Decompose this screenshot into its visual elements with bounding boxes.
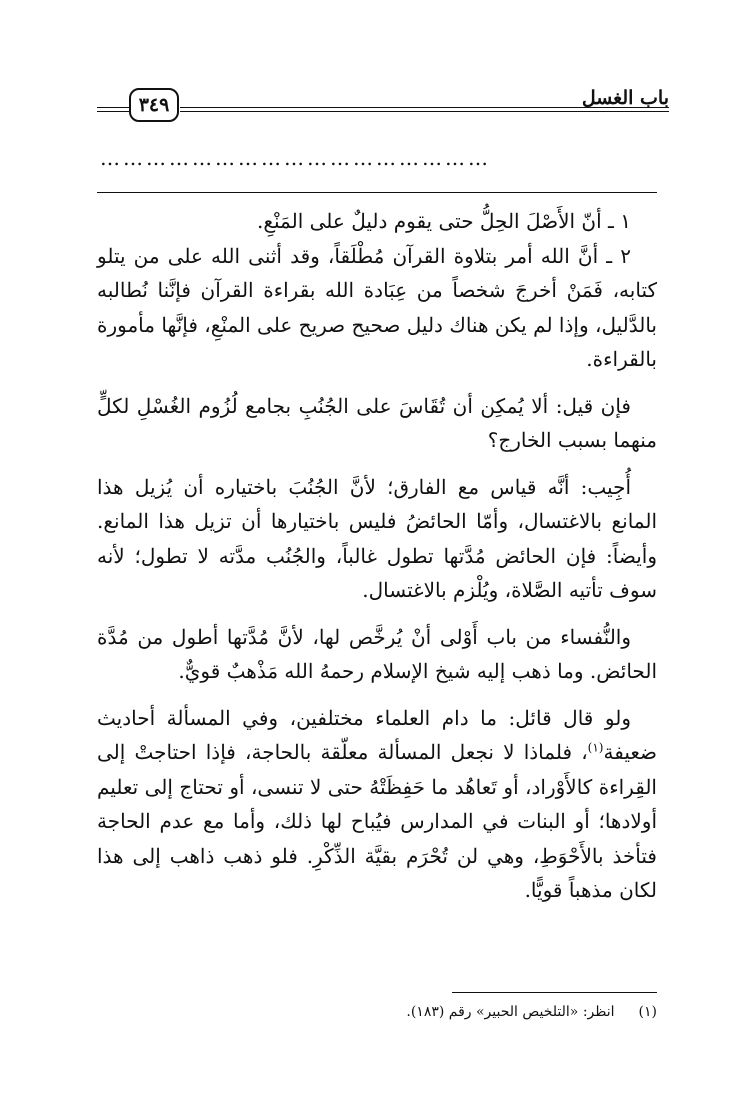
paragraph-3: فإن قيل: ألا يُمكِن أن تُقَاسَ على الجُنُبِ بجامع لُزُوم الغُسْلِ لكلٍّ منهما بسبب الخارج؟ [97, 393, 657, 452]
page-number: ٣٤٩ [129, 88, 179, 122]
header-rule-end [97, 107, 129, 112]
paragraph-6-start: ولو قال قائل: ما دام العلماء مختلفين، وفي المسألة أحاديث ضعيفة [97, 705, 657, 764]
paragraph-4: أُجِيب: أنَّه قياس مع الفارق؛ لأنَّ الجُنُبَ باختياره أن يُزيل هذا المانع بالاغتسال، وأمّا الحائضُ فليس باختيارها أن تزيل هذا المانع. وأيضاً: فإن الحائض مُدَّتها تطول غالباً، والجُنُب مدَّته لا تطول؛ لأنه سوف تأتيه الصَّلاة، ويُلْزم بالاغتسال. [97, 474, 657, 602]
paragraph-6-end: ، فلماذا لا نجعل المسألة معلّقة بالحاجة، فإذا احتاجتْ إلى القِراءة كالأَوْراد، أو تَعاهُد ما حَفِظَتْهُ حتى لا تنسى، أو تحتاج إلى تعليم أولادها؛ أو البنات في المدارس فيُباح لها ذلك، وأما مع عدم الحاجة فتأخذ بالأَحْوَطِ، وهي لن تُحْرَم بقيَّة الذِّكْرِ. فلو ذهب ذاهب إلى هذا لكان مذهباً قويًّا. [97, 740, 657, 902]
footnote-text: انظر: «التلخيص الحبير» رقم (١٨٣). [406, 1004, 615, 1020]
paragraph-1: ١ ـ أنّ الأَصْلَ الحِلُّ حتى يقوم دليلٌ على المَنْعِ. [257, 209, 631, 233]
footnote-number: (١) [638, 1004, 657, 1020]
footnote-reference[interactable]: (١) [587, 740, 604, 755]
chapter-title: باب الغسل [581, 87, 669, 109]
footnote [97, 1002, 657, 1022]
paragraph-6 [97, 701, 657, 908]
footnote-rule [452, 992, 657, 993]
header-rule [180, 107, 669, 112]
paragraph-2: ٢ ـ أنَّ الله أمر بتلاوة القرآن مُطْلَقاً، وقد أثنى الله على من يتلو كتابه، فَمَنْ أخرجَ شخصاً من عِبَادة الله بقراءة القرآن فإنَّنا نُطالبه بالدَّليل، وإذا لم يكن هناك دليل صحيح صريح على المنْعِ، فإنَّها مأمورة بالقراءة. [97, 243, 657, 371]
omission-dots: …………………………………………… [100, 148, 491, 168]
section-separator [97, 192, 657, 193]
main-text [97, 204, 657, 908]
paragraph-5: والنُّفساء من باب أَوْلى أنْ يُرخَّص لها، لأنَّ مُدَّتها أطول من مُدَّة الحائض. وما ذهب إليه شيخ الإسلام رحمهُ الله مَذْهبٌ قويٌّ. [97, 624, 657, 683]
